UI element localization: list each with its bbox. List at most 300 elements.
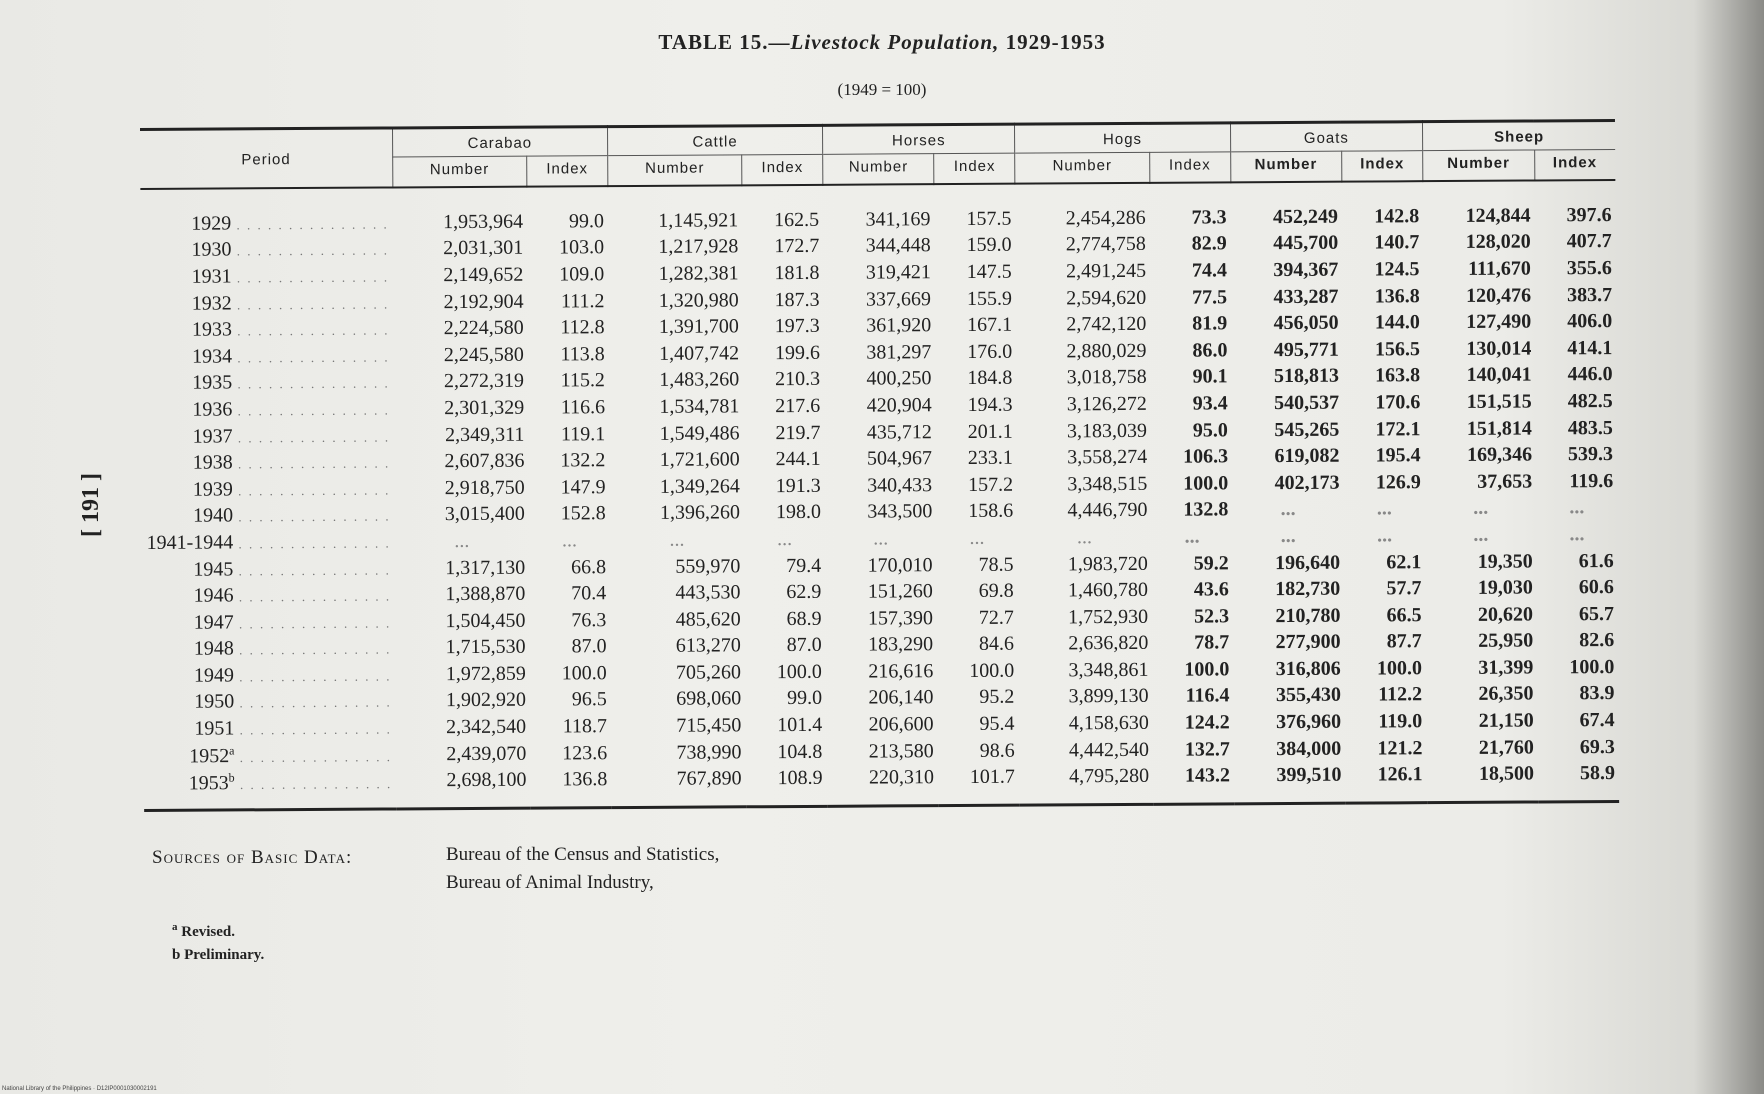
- index-cell: 147.5: [966, 260, 1012, 283]
- index-cell: 118.7: [562, 715, 608, 738]
- number-cell: 355,430: [1275, 684, 1341, 707]
- subheader-number: Number: [823, 154, 935, 185]
- number-cell: ...: [1076, 526, 1093, 549]
- index-cell: 136.8: [1374, 284, 1420, 308]
- number-cell: 445,700: [1273, 232, 1339, 255]
- index-cell: 112.2: [1378, 683, 1423, 706]
- number-cell: 2,454,286: [1065, 206, 1146, 230]
- subheader-number: Number: [1423, 150, 1535, 181]
- number-cell: 341,169: [865, 207, 931, 231]
- number-cell: 21,150: [1478, 709, 1534, 732]
- number-cell: 169,346: [1466, 443, 1533, 467]
- number-cell: 19,030: [1477, 576, 1533, 599]
- number-cell: 183,290: [868, 633, 934, 656]
- index-cell: 108.9: [777, 767, 823, 790]
- livestock-table: [140, 119, 1619, 812]
- archive-footer: National Library of the Philippines · D12IP0001030002191: [2, 1086, 157, 1092]
- index-cell: 95.0: [1192, 418, 1228, 442]
- index-cell: 191.3: [775, 474, 821, 497]
- index-cell: 100.0: [561, 662, 607, 685]
- number-cell: 485,620: [675, 608, 741, 631]
- number-cell: 2,192,904: [443, 290, 524, 313]
- index-cell: 100.0: [776, 660, 822, 684]
- index-cell: 98.6: [979, 739, 1015, 762]
- number-cell: 196,640: [1275, 551, 1341, 574]
- number-cell: 2,880,029: [1066, 339, 1147, 363]
- number-cell: 340,433: [867, 473, 933, 497]
- number-cell: 1,483,260: [659, 368, 740, 392]
- index-cell: 397.6: [1566, 203, 1612, 227]
- number-cell: 25,950: [1478, 629, 1534, 653]
- index-cell: 59.2: [1193, 551, 1229, 575]
- subheader-number: Number: [1015, 152, 1149, 183]
- number-cell: 1,388,870: [445, 582, 526, 606]
- index-cell: 156.5: [1374, 337, 1421, 361]
- index-cell: ...: [969, 526, 985, 549]
- number-cell: 2,636,820: [1068, 632, 1149, 655]
- index-cell: 539.3: [1567, 443, 1614, 466]
- index-cell: 87.0: [786, 634, 822, 657]
- period-cell: 1945 . . . . . . . . . . . . . . .: [193, 557, 391, 581]
- index-cell: 199.6: [774, 341, 820, 364]
- index-cell: 233.1: [967, 446, 1013, 470]
- number-cell: 504,967: [866, 447, 933, 470]
- index-cell: 482.5: [1567, 389, 1613, 413]
- subheader-number: Number: [392, 156, 526, 187]
- number-cell: 140,041: [1466, 363, 1532, 387]
- index-cell: 86.0: [1192, 339, 1228, 362]
- number-cell: 456,050: [1273, 311, 1339, 335]
- index-cell: 123.6: [562, 741, 608, 765]
- number-cell: 715,450: [676, 714, 742, 737]
- source-line: Bureau of Animal Industry,: [446, 872, 654, 893]
- subheader-index: Index: [1360, 155, 1405, 173]
- index-cell: 90.1: [1192, 365, 1228, 388]
- number-cell: 206,140: [868, 686, 934, 710]
- sources-list: [446, 841, 719, 897]
- index-cell: 198.0: [775, 501, 821, 524]
- number-cell: 343,500: [867, 500, 933, 523]
- period-cell: 1939 . . . . . . . . . . . . . . .: [192, 478, 391, 501]
- leader-dots: . . . . . . . . . . . . . . .: [231, 242, 389, 259]
- index-cell: 136.8: [562, 768, 608, 791]
- footnote: b Preliminary.: [172, 947, 265, 963]
- index-cell: 61.6: [1578, 549, 1614, 572]
- period-cell: 1941-1944 . . . . . . . . . . . . . . .: [146, 531, 391, 554]
- period-cell: 1934 . . . . . . . . . . . . . . .: [192, 345, 390, 368]
- leader-dots: . . . . . . . . . . . . . . .: [233, 508, 391, 525]
- period-cell: 1946 . . . . . . . . . . . . . . .: [193, 584, 392, 607]
- number-cell: 1,983,720: [1067, 552, 1148, 575]
- index-cell: 147.9: [560, 475, 606, 499]
- leader-dots: . . . . . . . . . . . . . . .: [231, 296, 390, 313]
- index-cell: 172.7: [774, 235, 820, 258]
- period-cell: 1930 . . . . . . . . . . . . . . .: [191, 238, 389, 262]
- number-cell: 337,669: [865, 287, 932, 311]
- number-cell: 3,015,400: [444, 502, 525, 526]
- number-cell: 206,600: [868, 713, 934, 736]
- number-cell: 3,899,130: [1068, 685, 1149, 708]
- number-cell: 394,367: [1273, 258, 1339, 282]
- number-cell: 1,549,486: [659, 421, 740, 445]
- number-cell: 3,126,272: [1066, 392, 1147, 416]
- leader-dots: . . . . . . . . . . . . . . .: [233, 615, 392, 632]
- index-cell: 87.7: [1386, 630, 1422, 653]
- number-cell: ...: [1473, 497, 1489, 520]
- leader-dots: . . . . . . . . . . . . . . .: [232, 349, 390, 366]
- number-cell: 1,145,921: [658, 209, 739, 232]
- leader-dots: . . . . . . . . . . . . . . .: [234, 694, 392, 711]
- index-cell: 81.9: [1192, 312, 1228, 335]
- index-cell: 414.1: [1567, 336, 1613, 360]
- index-cell: 119.1: [560, 422, 606, 445]
- index-cell: 69.3: [1579, 735, 1615, 758]
- number-cell: 3,183,039: [1066, 419, 1148, 442]
- footnotes: [172, 916, 264, 967]
- number-cell: 130,014: [1466, 337, 1532, 360]
- number-cell: 111,670: [1468, 257, 1531, 280]
- number-cell: 2,149,652: [443, 263, 524, 287]
- index-cell: 72.7: [978, 606, 1014, 629]
- index-cell: 407.7: [1566, 230, 1612, 253]
- number-cell: 1,534,781: [659, 395, 740, 418]
- index-cell: 66.5: [1386, 603, 1422, 627]
- index-cell: 116.4: [1185, 684, 1230, 708]
- index-cell: 74.4: [1191, 259, 1227, 282]
- index-cell: 101.7: [969, 766, 1015, 789]
- number-cell: 2,594,620: [1066, 286, 1147, 309]
- number-cell: 1,407,742: [658, 342, 740, 365]
- index-cell: 109.0: [559, 263, 605, 286]
- number-cell: 452,249: [1272, 205, 1339, 228]
- period-cell: 1929 . . . . . . . . . . . . . . .: [191, 212, 389, 235]
- index-cell: ...: [1376, 524, 1393, 547]
- index-cell: ...: [561, 529, 577, 552]
- number-cell: 1,320,980: [658, 288, 739, 312]
- index-cell: 157.5: [966, 207, 1012, 230]
- index-cell: 69.8: [978, 579, 1014, 602]
- index-cell: 483.5: [1567, 416, 1613, 439]
- leader-dots: . . . . . . . . . . . . . . .: [234, 749, 393, 765]
- index-cell: 194.3: [967, 393, 1013, 416]
- index-cell: 43.6: [1193, 578, 1229, 601]
- index-cell: 96.5: [571, 688, 607, 711]
- number-cell: 210,780: [1275, 604, 1341, 627]
- index-cell: 181.8: [774, 261, 820, 285]
- table-subtitle: (1949 = 100): [837, 80, 927, 99]
- leader-dots: . . . . . . . . . . . . . . .: [233, 668, 392, 685]
- index-cell: 62.9: [786, 580, 822, 604]
- index-cell: 170.6: [1375, 391, 1421, 414]
- number-cell: 433,287: [1273, 285, 1339, 308]
- index-cell: ...: [1569, 496, 1585, 519]
- table-title: [0, 30, 1764, 55]
- period-cell: 1947 . . . . . . . . . . . . . . .: [193, 611, 392, 634]
- subheader-index: Index: [1168, 156, 1211, 174]
- number-cell: 1,396,260: [659, 501, 741, 525]
- number-cell: ...: [669, 528, 685, 551]
- index-cell: 126.1: [1377, 763, 1423, 786]
- index-cell: 83.9: [1579, 682, 1615, 705]
- number-cell: 1,972,859: [445, 662, 526, 686]
- index-cell: 70.4: [571, 582, 607, 605]
- number-cell: 2,342,540: [446, 715, 527, 739]
- index-cell: ...: [1376, 497, 1392, 520]
- number-cell: 619,082: [1274, 444, 1340, 468]
- index-cell: 167.1: [966, 313, 1013, 337]
- number-cell: 1,317,130: [445, 556, 526, 579]
- number-cell: 1,504,450: [445, 609, 526, 632]
- index-cell: 115.2: [560, 369, 605, 392]
- index-cell: 79.4: [786, 554, 822, 577]
- number-cell: 1,752,930: [1068, 605, 1149, 629]
- number-cell: 1,721,600: [659, 448, 740, 471]
- index-cell: 93.4: [1192, 392, 1228, 415]
- number-cell: 495,771: [1273, 338, 1339, 361]
- number-cell: 182,730: [1275, 577, 1341, 601]
- number-cell: 120,476: [1465, 284, 1532, 307]
- period-cell: 1940 . . . . . . . . . . . . . . .: [192, 504, 391, 528]
- subheader-number: Number: [1230, 151, 1342, 182]
- number-cell: 4,446,790: [1067, 499, 1148, 522]
- number-cell: 1,282,381: [658, 262, 739, 285]
- leader-dots: . . . . . . . . . . . . . . .: [233, 561, 391, 578]
- number-cell: 2,491,245: [1065, 259, 1147, 283]
- index-cell: 62.1: [1386, 550, 1422, 573]
- index-cell: 76.3: [571, 608, 607, 632]
- period-cell: 1950 . . . . . . . . . . . . . . .: [194, 690, 392, 714]
- leader-dots: . . . . . . . . . . . . . . .: [233, 588, 392, 605]
- subheader-index: Index: [546, 160, 589, 178]
- number-cell: 2,439,070: [446, 742, 527, 765]
- index-cell: 162.5: [774, 208, 820, 231]
- number-cell: 443,530: [675, 581, 741, 604]
- index-cell: 103.0: [559, 236, 605, 259]
- index-cell: 157.2: [967, 473, 1014, 496]
- index-cell: 99.0: [786, 687, 823, 710]
- number-cell: 4,442,540: [1068, 738, 1150, 762]
- subheader-index: Index: [953, 157, 996, 176]
- number-cell: 2,698,100: [446, 769, 527, 792]
- number-cell: 698,060: [676, 687, 742, 711]
- number-cell: 20,620: [1477, 603, 1534, 626]
- number-cell: 21,760: [1478, 736, 1534, 759]
- leader-dots: . . . . . . . . . . . . . . .: [232, 402, 390, 419]
- index-cell: 155.9: [966, 287, 1012, 310]
- index-cell: 126.9: [1375, 470, 1421, 494]
- number-cell: 545,265: [1274, 418, 1340, 441]
- leader-dots: . . . . . . . . . . . . . . .: [231, 269, 390, 286]
- index-cell: 217.6: [775, 394, 821, 418]
- number-cell: 319,421: [865, 261, 931, 284]
- index-cell: 119.6: [1569, 469, 1614, 493]
- group-header-sheep: Sheep: [1423, 120, 1616, 150]
- group-header-horses: Horses: [823, 124, 1015, 154]
- number-cell: 344,448: [865, 234, 931, 257]
- index-cell: 152.8: [560, 502, 606, 525]
- index-cell: 99.0: [568, 209, 605, 233]
- number-cell: 2,224,580: [443, 316, 524, 340]
- index-cell: 158.6: [968, 500, 1014, 523]
- index-cell: 132.7: [1184, 738, 1230, 761]
- index-cell: 406.0: [1567, 310, 1613, 333]
- number-cell: 157,390: [867, 606, 934, 630]
- period-cell: 1935 . . . . . . . . . . . . . . .: [192, 371, 390, 395]
- number-cell: 402,173: [1274, 471, 1340, 494]
- number-cell: 381,297: [866, 340, 932, 364]
- number-cell: 361,920: [866, 314, 932, 337]
- index-cell: 104.8: [777, 740, 823, 763]
- index-cell: 113.8: [560, 342, 605, 366]
- number-cell: 1,460,780: [1067, 578, 1149, 602]
- index-cell: 60.6: [1578, 576, 1614, 599]
- number-cell: 277,900: [1275, 630, 1341, 654]
- index-cell: 106.3: [1182, 445, 1229, 468]
- number-cell: 518,813: [1273, 365, 1340, 388]
- number-cell: 384,000: [1276, 737, 1342, 760]
- index-cell: 65.7: [1578, 602, 1615, 625]
- number-cell: 4,795,280: [1069, 765, 1150, 788]
- source-line: Bureau of the Census and Statistics,: [446, 844, 720, 865]
- title-italic: Livestock Population,: [790, 30, 1000, 54]
- number-cell: 2,272,319: [443, 370, 525, 393]
- title-label: TABLE 15.—: [658, 30, 791, 54]
- group-header-carabao: Carabao: [392, 127, 607, 157]
- index-cell: ...: [777, 527, 793, 551]
- number-cell: 705,260: [675, 661, 742, 684]
- index-cell: 100.0: [1376, 657, 1422, 680]
- number-cell: ...: [454, 529, 470, 553]
- number-cell: 2,742,120: [1066, 313, 1147, 336]
- number-cell: 316,806: [1275, 657, 1341, 680]
- index-cell: 197.3: [774, 315, 820, 338]
- number-cell: 18,500: [1478, 762, 1535, 786]
- leader-dots: . . . . . . . . . . . . . . .: [232, 375, 390, 392]
- index-cell: ...: [1184, 525, 1200, 548]
- number-cell: 2,031,301: [443, 237, 524, 260]
- index-cell: 77.5: [1192, 285, 1228, 309]
- number-cell: 2,245,580: [443, 343, 524, 366]
- index-cell: 124.5: [1374, 258, 1420, 281]
- index-cell: 144.0: [1374, 311, 1420, 334]
- number-cell: 170,010: [867, 553, 933, 577]
- index-cell: 210.3: [775, 368, 821, 391]
- leader-dots: . . . . . . . . . . . . . . .: [231, 322, 390, 339]
- number-cell: 2,774,758: [1065, 233, 1146, 256]
- index-cell: 82.6: [1579, 629, 1615, 652]
- group-header-hogs: Hogs: [1015, 123, 1230, 153]
- period-cell: 1938 . . . . . . . . . . . . . . .: [192, 451, 391, 474]
- index-cell: 100.0: [1184, 658, 1230, 681]
- number-cell: 613,270: [675, 634, 741, 658]
- index-cell: ...: [1569, 523, 1585, 546]
- index-cell: 95.4: [979, 712, 1015, 735]
- index-cell: 119.0: [1378, 710, 1423, 733]
- number-cell: 3,558,274: [1067, 445, 1148, 469]
- index-cell: 176.0: [967, 340, 1013, 363]
- leader-dots: . . . . . . . . . . . . . . .: [232, 482, 391, 499]
- period-cell: 1952$^a$ . . . . . . . . . . . . . . .: [189, 743, 393, 768]
- sources-label: Sources of Basic Data:: [152, 847, 353, 868]
- period-cell: 1937 . . . . . . . . . . . . . . .: [192, 424, 391, 448]
- index-cell: 143.2: [1184, 764, 1231, 787]
- number-cell: 37,653: [1477, 470, 1533, 493]
- period-cell: 1931 . . . . . . . . . . . . . . .: [191, 265, 390, 288]
- period-cell: 1948 . . . . . . . . . . . . . . .: [193, 637, 392, 660]
- group-header-goats: Goats: [1230, 122, 1423, 152]
- number-cell: 738,990: [676, 741, 742, 764]
- index-cell: 446.0: [1567, 363, 1613, 386]
- number-cell: ...: [1473, 523, 1489, 546]
- index-cell: 101.4: [777, 713, 823, 737]
- period-cell: 1951 . . . . . . . . . . . . . . .: [194, 717, 392, 740]
- number-cell: ...: [1280, 498, 1296, 521]
- index-cell: 244.1: [775, 447, 821, 471]
- index-cell: 87.0: [571, 635, 607, 658]
- number-cell: 1,349,264: [659, 475, 740, 498]
- number-cell: 399,510: [1276, 764, 1342, 787]
- number-cell: 151,814: [1466, 417, 1532, 440]
- number-cell: 1,217,928: [658, 235, 739, 259]
- number-cell: 220,310: [868, 766, 935, 789]
- number-cell: 2,349,311: [445, 423, 525, 446]
- index-cell: 132.8: [1183, 498, 1229, 521]
- number-cell: 1,902,920: [445, 689, 527, 712]
- number-cell: 151,515: [1466, 390, 1532, 413]
- number-cell: 2,918,750: [444, 476, 525, 499]
- index-cell: 52.3: [1193, 605, 1230, 628]
- number-cell: 435,712: [866, 420, 932, 444]
- number-cell: 540,537: [1274, 391, 1340, 415]
- index-cell: 219.7: [775, 421, 821, 444]
- index-cell: 163.8: [1375, 364, 1421, 387]
- subheader-number: Number: [608, 155, 742, 186]
- leader-dots: . . . . . . . . . . . . . . .: [232, 429, 391, 445]
- index-cell: 355.6: [1566, 256, 1612, 280]
- number-cell: 1,391,700: [658, 315, 739, 339]
- index-cell: 159.0: [966, 234, 1012, 257]
- index-cell: 82.9: [1191, 232, 1227, 255]
- group-header-cattle: Cattle: [607, 125, 822, 155]
- leader-dots: . . . . . . . . . . . . . . .: [233, 535, 391, 552]
- number-cell: 3,018,758: [1066, 366, 1147, 389]
- number-cell: ...: [873, 527, 889, 550]
- leader-dots: . . . . . . . . . . . . . . .: [233, 641, 392, 658]
- index-cell: 66.8: [570, 555, 607, 578]
- index-cell: 142.8: [1374, 204, 1420, 228]
- period-cell: 1932 . . . . . . . . . . . . . . .: [191, 292, 390, 315]
- period-cell: 1933 . . . . . . . . . . . . . . .: [191, 318, 390, 341]
- number-cell: 400,250: [866, 367, 932, 390]
- number-cell: 559,970: [675, 554, 741, 578]
- number-cell: 216,616: [868, 660, 934, 683]
- index-cell: 67.4: [1579, 709, 1615, 732]
- number-cell: 151,260: [867, 580, 933, 603]
- number-cell: 420,904: [866, 394, 932, 417]
- index-cell: 100.0: [969, 659, 1015, 682]
- index-cell: 100.0: [1183, 472, 1229, 495]
- number-cell: 2,607,836: [444, 449, 525, 473]
- number-cell: 1,953,964: [442, 210, 524, 233]
- index-cell: 116.6: [560, 396, 606, 419]
- index-cell: 201.1: [967, 420, 1013, 443]
- index-cell: 112.8: [560, 316, 605, 339]
- number-cell: 31,399: [1478, 656, 1534, 679]
- number-cell: 1,715,530: [445, 635, 526, 659]
- number-cell: 128,020: [1465, 230, 1531, 254]
- number-cell: 3,348,861: [1068, 658, 1149, 682]
- number-cell: 3,348,515: [1067, 472, 1148, 496]
